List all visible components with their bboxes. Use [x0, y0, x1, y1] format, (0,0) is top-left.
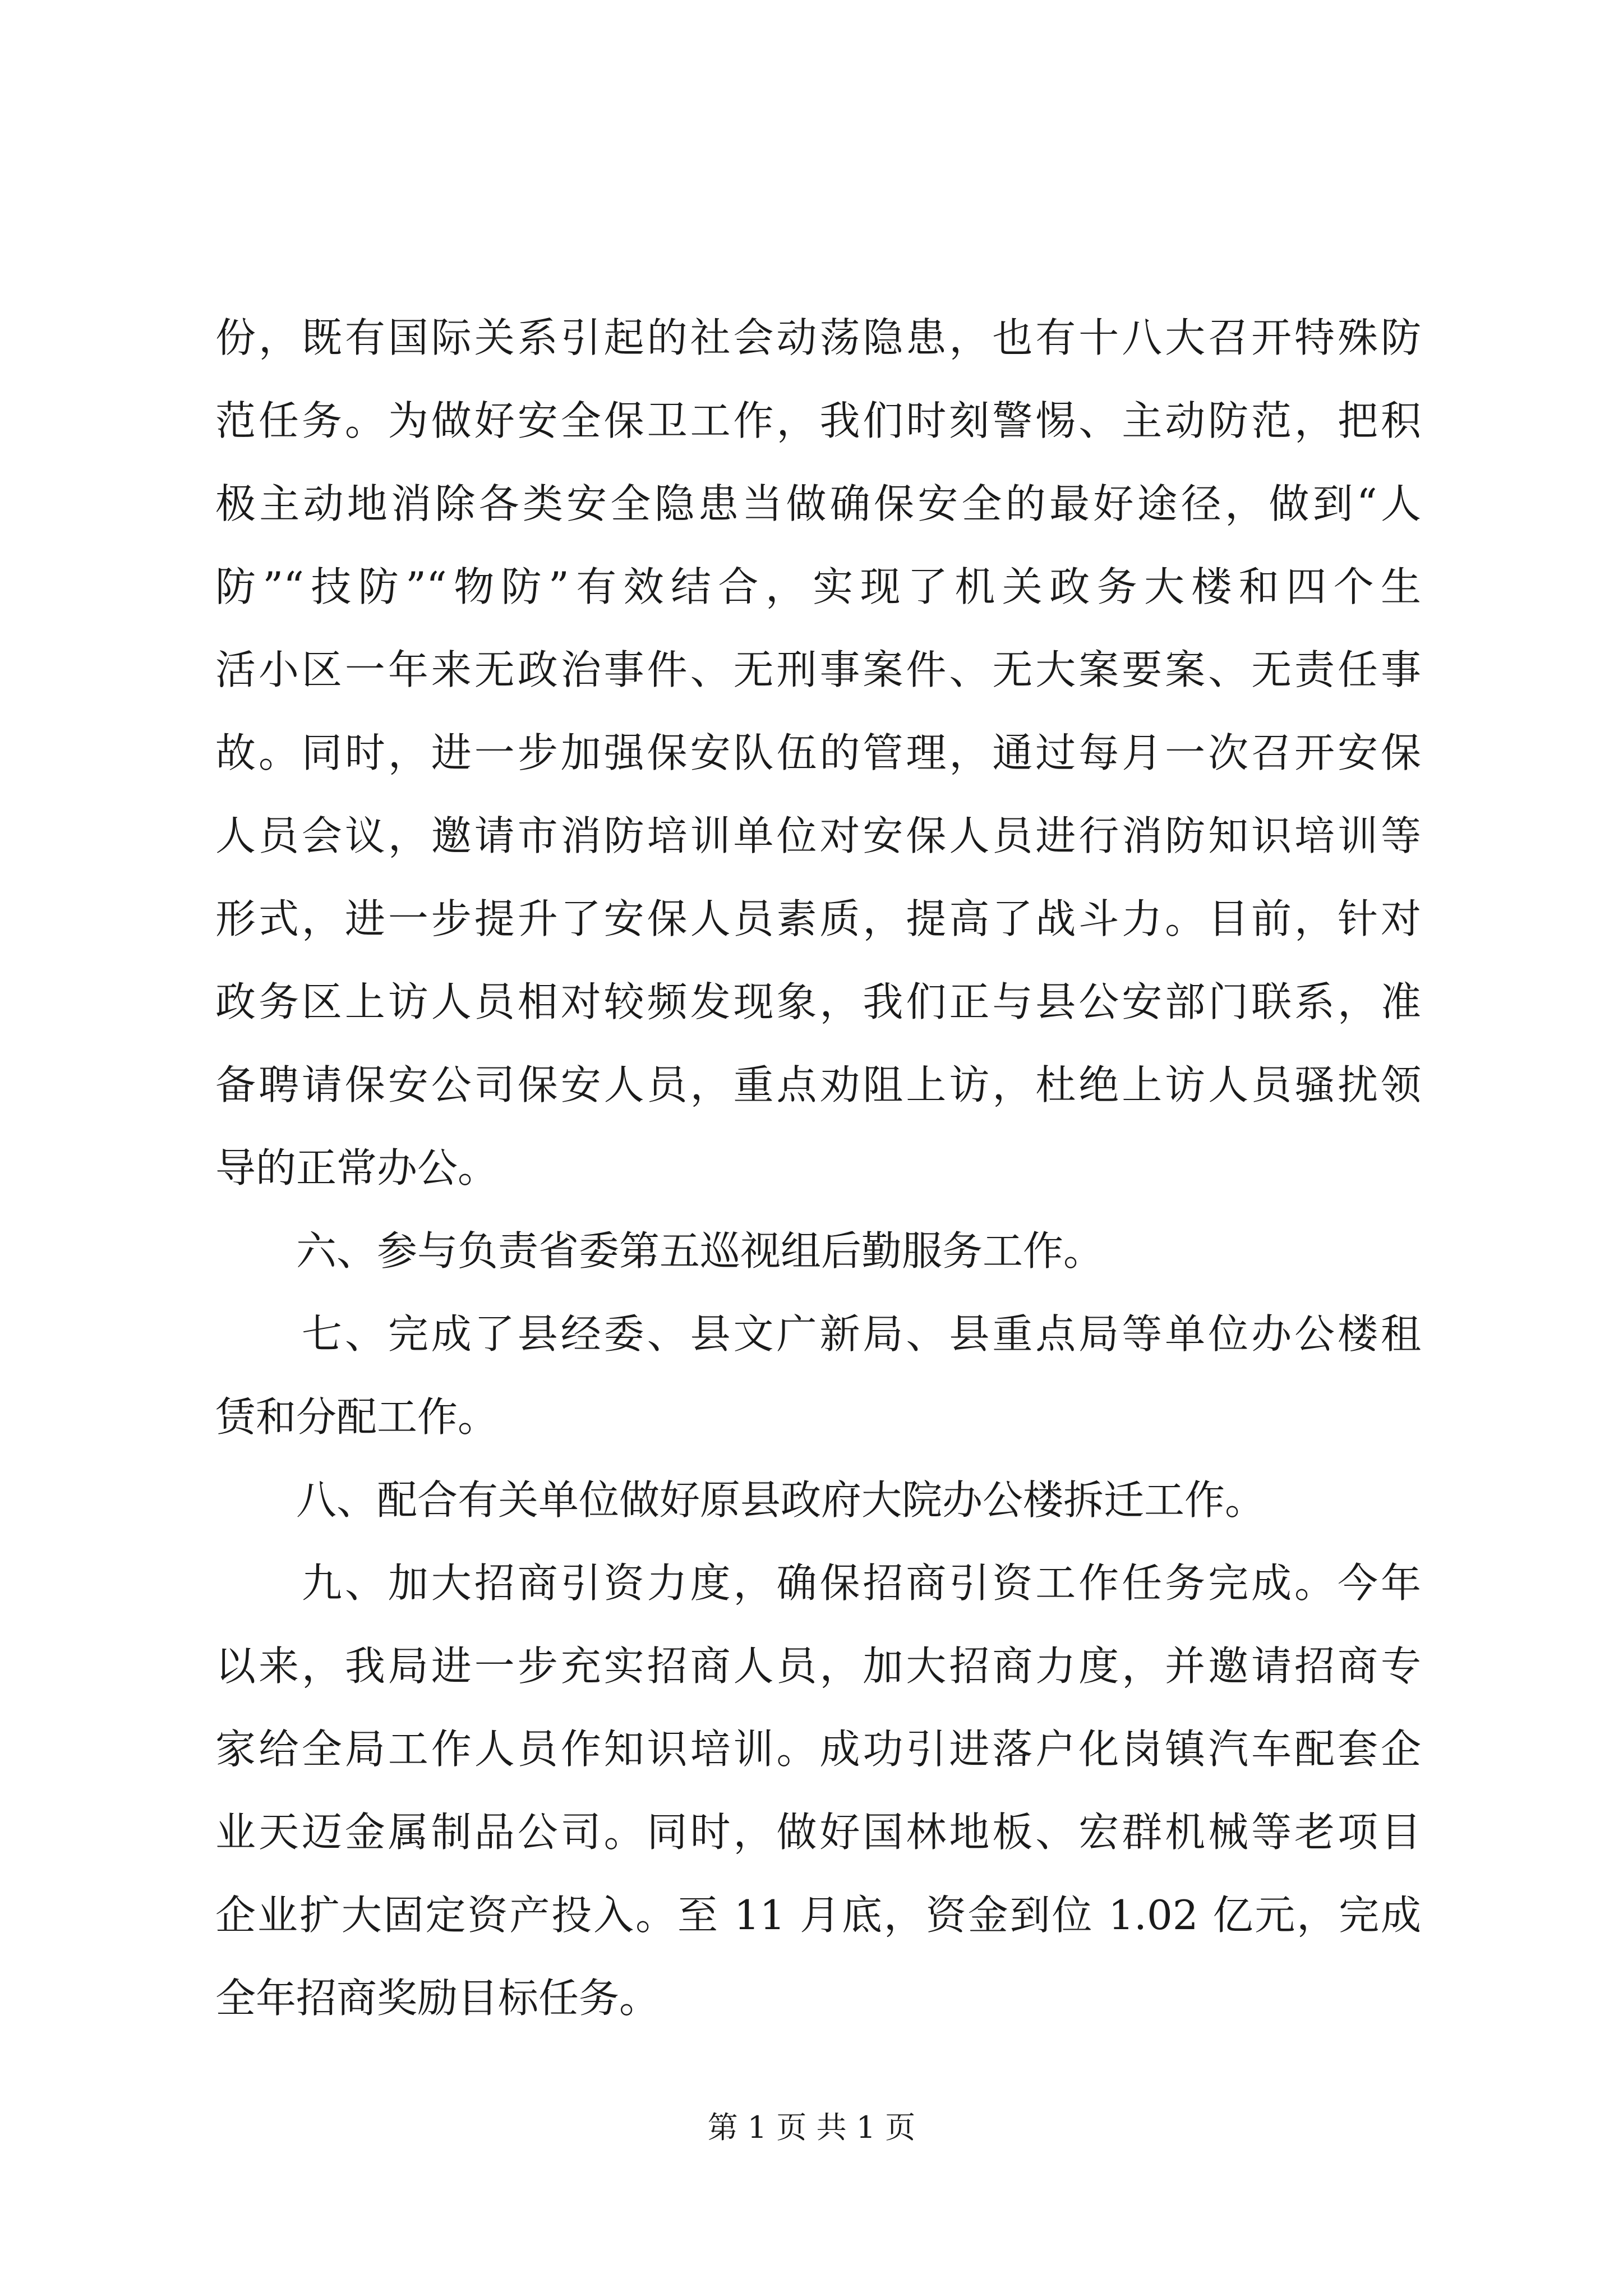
text-line: 活小区一年来无政治事件、无刑事案件、无大案要案、无责任事: [215, 646, 1421, 693]
text-line: 六、参与负责省委第五巡视组后勤服务工作。: [215, 1227, 1104, 1274]
text-line: 范任务。为做好安全保卫工作，我们时刻警惕、主动防范，把积: [215, 397, 1421, 444]
text-line: 九、加大招商引资力度，确保招商引资工作任务完成。今年: [215, 1559, 1421, 1607]
text-line: 形式，进一步提升了安保人员素质，提高了战斗力。目前，针对: [215, 895, 1421, 942]
page-number-label: 第 1 页 共 1 页: [707, 2110, 916, 2145]
text-line: 人员会议，邀请市消防培训单位对安保人员进行消防知识培训等: [215, 812, 1421, 859]
text-line: 极主动地消除各类安全隐患当做确保安全的最好途径，做到“人: [215, 480, 1421, 527]
text-line: 业天迈金属制品公司。同时，做好国林地板、宏群机械等老项目: [215, 1809, 1421, 1856]
text-line: 七、完成了县经委、县文广新局、县重点局等单位办公楼租: [215, 1310, 1421, 1358]
page-footer: [0, 2108, 1623, 2147]
text-line: 导的正常办公。: [215, 1144, 499, 1191]
text-line: 防”“技防”“物防”有效结合，实现了机关政务大楼和四个生: [215, 563, 1421, 610]
text-line: 家给全局工作人员作知识培训。成功引进落户化岗镇汽车配套企: [215, 1726, 1421, 1773]
text-line: 全年招商奖励目标任务。: [215, 1975, 660, 2022]
text-line: 故。同时，进一步加强保安队伍的管理，通过每月一次召开安保: [215, 729, 1421, 776]
text-line: 八、配合有关单位做好原县政府大院办公楼拆迁工作。: [215, 1476, 1266, 1524]
text-line: 赁和分配工作。: [215, 1393, 499, 1441]
text-line: 企业扩大固定资产投入。至 11 月底，资金到位 1.02 亿元，完成: [215, 1892, 1421, 1939]
document-body: [215, 296, 1421, 2040]
text-line: 份，既有国际关系引起的社会动荡隐患，也有十八大召开特殊防: [215, 314, 1421, 361]
text-line: 备聘请保安公司保安人员，重点劝阻上访，杜绝上访人员骚扰领: [215, 1061, 1421, 1108]
text-line: 以来，我局进一步充实招商人员，加大招商力度，并邀请招商专: [215, 1642, 1421, 1690]
text-line: 政务区上访人员相对较频发现象，我们正与县公安部门联系，准: [215, 978, 1421, 1025]
